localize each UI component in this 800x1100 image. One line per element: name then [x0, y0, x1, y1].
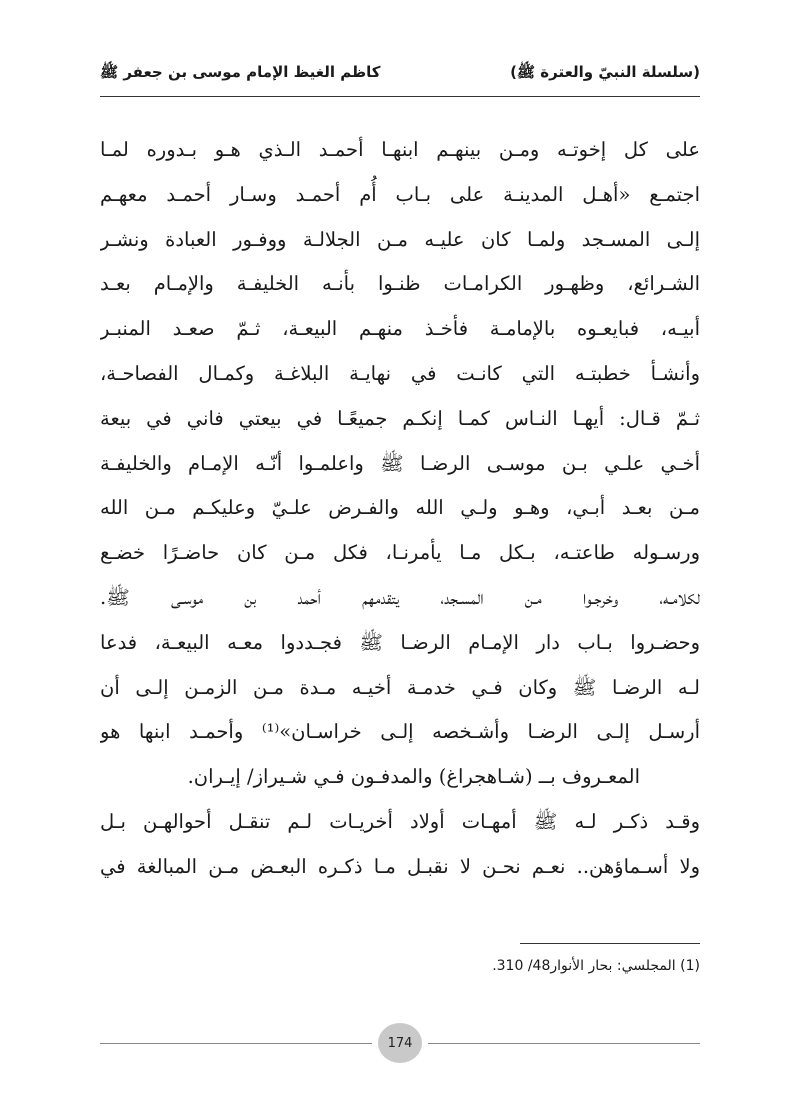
text-line: وأنشـأ خطبتـه التي كانـت في نهايـة البلاغـة وكمـال الفصاحـة، [100, 361, 700, 385]
chapter-title: كاظم الغيظ الإمام موسى بن جعفر ﷺ [100, 63, 381, 81]
text-line: إلـى المسـجد ولمـا كان عليـه مـن الجلالـة ووفـور العبادة ونشـر [100, 227, 700, 251]
page-header [100, 56, 700, 92]
page-number: 174 [378, 1023, 422, 1063]
text-line: لـه الرضـا ﷺ وكان فـي خدمـة أخيـه مـدة مـن الزمـن إلـى أن [100, 675, 700, 699]
text-line: لكلامـه، وخرجـوا مـن المسـجد، يتقدمهم أحمد بن موسـى ﷺ. [100, 585, 700, 609]
text-line: أخـي علـي بـن موسـى الرضـا ﷺ واعلمـوا أنّـه الإمـام والخليفـة [100, 451, 700, 475]
text-line: الشـرائع، وظهـور الكرامـات ظنـوا بأنـه الخليفـة والإمـام بعـد [100, 272, 700, 296]
text-line: ولا أسـماؤهن.. نعـم نحـن لا نقبـل مـا ذكـره البعـض مـن المبالغة في [100, 854, 700, 878]
text-line: مـن بعـد أبـي، وهـو ولـي الله والفـرض علـيّ وعليكـم مـن الله [100, 496, 700, 520]
text-line: على كل إخوتـه ومـن بينهـم ابنهـا أحمـد الـذي هـو بـدوره لمـا [100, 138, 700, 161]
text-line: المعـروف بــ (شـاهجراغ) والمدفـون فـي شـيراز/ إيـران. [187, 765, 640, 789]
body-text [100, 128, 700, 890]
text-line: ورسـوله طاعتـه، بـكل مـا يأمرنـا، فكل مـن كان حاضـرًا خضـع [100, 541, 700, 565]
footnote-divider [520, 943, 700, 944]
text-line: أبيـه، فبايعـوه بالإمامـة فأخـذ منهـم البيعـة، ثـمّ صعـد المنبـر [100, 317, 700, 341]
footer-rule-left [100, 1043, 372, 1044]
footer-rule-right [428, 1043, 700, 1044]
text-line: أرسـل إلـى الرضـا وأشـخصه إلـى خراسـان»⁽¹⁾ وأحمـد ابنها هو [100, 720, 700, 744]
text-line: اجتمـع «أهـل المدينـة على بـاب أُم أحمـد وسـار أحمـد معهـم [100, 182, 700, 206]
footnote: (1) المجلسي: بحار الأنوار48/ 310. [492, 958, 700, 974]
header-divider [100, 96, 700, 97]
series-title: (سلسلة النبيّ والعترة ﷺ) [510, 63, 700, 81]
text-line: وقـد ذكـر لـه ﷺ أمهـات أولاد أخريـات لـم تنقـل أحوالهـن بـل [100, 809, 700, 833]
page-footer [100, 1023, 700, 1063]
text-line: ثـمّ قـال: أيهـا النـاس كمـا إنكـم جميعًـا في بيعتي فاني في بيعة [100, 406, 700, 430]
text-line: وحضـروا بـاب دار الإمـام الرضـا ﷺ فجـددوا معـه البيعـة، فدعا [100, 630, 700, 654]
